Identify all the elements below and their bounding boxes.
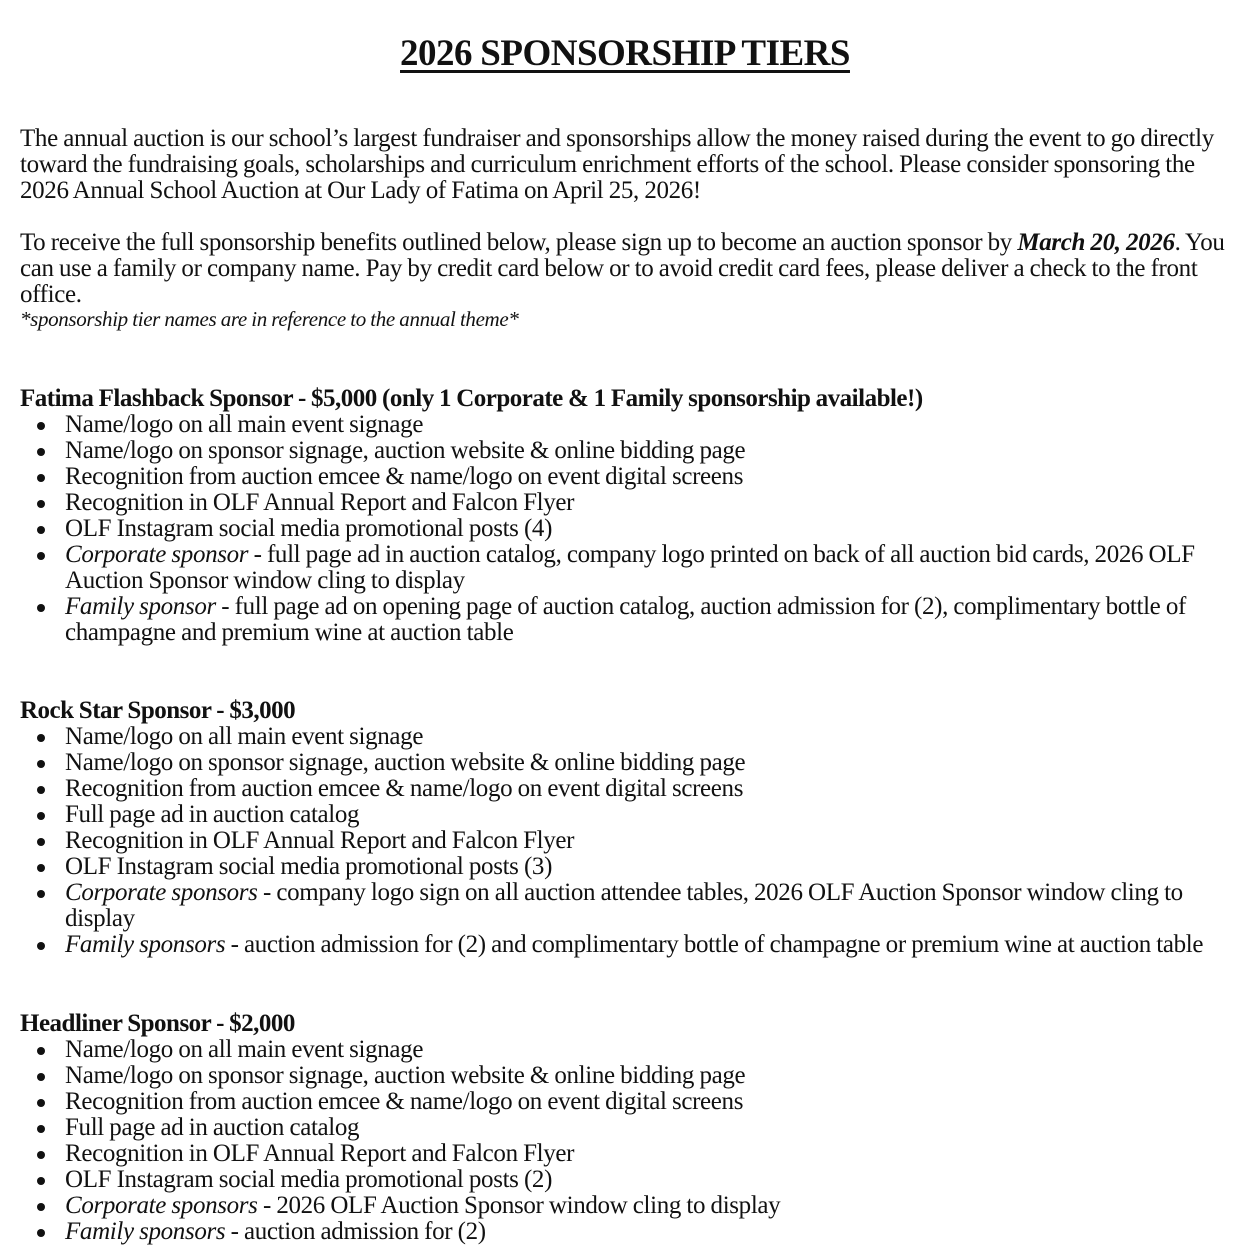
deadline-date: March 20, 2026 [1017, 229, 1175, 256]
tier-names-note: *sponsorship tier names are in reference to the annual theme* [20, 307, 519, 331]
benefits-list [20, 1037, 1240, 1245]
benefit-item: Recognition in OLF Annual Report and Falcon Flyer [65, 828, 1240, 854]
benefit-item: Recognition from auction emcee & name/logo on event digital screens [65, 1089, 1240, 1115]
tier-fatima-flashback [20, 386, 1240, 646]
benefit-item: Name/logo on all main event signage [65, 412, 1240, 438]
tier-heading: Rock Star Sponsor - $3,000 [20, 697, 296, 724]
intro-paragraph: The annual auction is our school’s largest fundraiser and sponsorships allow the money raised during the event to go directly toward the fundraising goals, scholarships and curriculum enrichment efforts of the school. Please consider sponsoring the 2026 Annual School Auction at Our Lady of Fatima on April 25, 2026! [20, 125, 1214, 204]
benefit-item: Full page ad in auction catalog [65, 802, 1240, 828]
benefit-item: Full page ad in auction catalog [65, 1115, 1240, 1141]
benefit-item: Recognition from auction emcee & name/logo on event digital screens [65, 776, 1240, 802]
benefit-item-corporate: Corporate sponsor - full page ad in auction catalog, company logo printed on back of all auction bid cards, 2026 OLF Auction Sponsor window cling to display [65, 542, 1240, 594]
benefit-item: Recognition in OLF Annual Report and Falcon Flyer [65, 490, 1240, 516]
benefit-item-corporate: Corporate sponsors - company logo sign on all auction attendee tables, 2026 OLF Auction Sponsor window cling to display [65, 880, 1240, 932]
tier-headliner [20, 1011, 1240, 1245]
deadline-text-before: To receive the full sponsorship benefits outlined below, please sign up to become an auction sponsor by [20, 229, 1018, 256]
benefit-item: Name/logo on sponsor signage, auction website & online bidding page [65, 438, 1240, 464]
deadline-paragraph [20, 230, 1230, 330]
benefit-item-family: Family sponsors - auction admission for (2) and complimentary bottle of champagne or premium wine at auction table [65, 932, 1240, 958]
benefit-item-corporate: Corporate sponsors - 2026 OLF Auction Sponsor window cling to display [65, 1193, 1240, 1219]
benefit-item: Name/logo on sponsor signage, auction website & online bidding page [65, 1063, 1240, 1089]
tier-heading: Fatima Flashback Sponsor - $5,000 (only 1 Corporate & 1 Family sponsorship available!) [20, 385, 923, 412]
benefit-item: OLF Instagram social media promotional posts (4) [65, 516, 1240, 542]
benefits-list [20, 724, 1240, 958]
benefit-item: Recognition from auction emcee & name/logo on event digital screens [65, 464, 1240, 490]
deadline-text-after: . You can use a family or company name. Pay by credit card below or to avoid credit card fees, please deliver a check to the front office. [20, 229, 1225, 308]
benefit-item: Name/logo on sponsor signage, auction website & online bidding page [65, 750, 1240, 776]
benefit-item: Recognition in OLF Annual Report and Falcon Flyer [65, 1141, 1240, 1167]
page-title: 2026 SPONSORSHIP TIERS [400, 33, 850, 74]
benefit-item: OLF Instagram social media promotional posts (2) [65, 1167, 1240, 1193]
tier-heading: Headliner Sponsor - $2,000 [20, 1010, 295, 1037]
benefit-item-family: Family sponsors - auction admission for (2) [65, 1219, 1240, 1245]
benefit-item-family: Family sponsor - full page ad on opening page of auction catalog, auction admission for (2), complimentary bottle of champagne and premium wine at auction table [65, 594, 1240, 646]
benefit-item: OLF Instagram social media promotional posts (3) [65, 854, 1240, 880]
tier-rock-star [20, 698, 1240, 958]
benefit-item: Name/logo on all main event signage [65, 724, 1240, 750]
benefit-item: Name/logo on all main event signage [65, 1037, 1240, 1063]
benefits-list [20, 412, 1240, 646]
